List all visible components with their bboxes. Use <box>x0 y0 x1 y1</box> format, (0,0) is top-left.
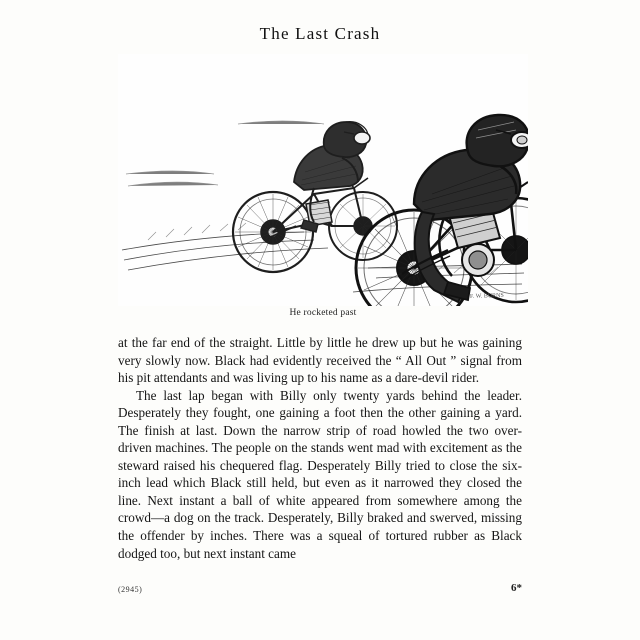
page-title: The Last Crash <box>259 24 381 43</box>
page-footer <box>118 582 522 594</box>
artist-signature-illustration: F. W. BURNS <box>469 292 504 300</box>
two-motorcycle-racers-illustration <box>118 54 528 306</box>
footer-signature-right: 6* <box>511 582 522 594</box>
paragraph-2: The last lap began with Billy only twenty yards behind the leader. Desperately they fought, one gaining a foot then the other gaining a yard. The finish at last. Down the narrow strip of road howled the two over-driven machines. The people on the stands went mad with excitement as the steward raised his chequered flag. Desperately Billy tried to close the six-inch lead which Black still held, but even as it narrowed they closed the line. Next instant a ball of white appeared from somewhere among the crowd—a dog on the track. Desperately, Billy braked and swerved, missing the offender by inches. There was a squeal of tortured rubber as Black dodged too, but next instant came <box>118 387 522 561</box>
paragraph-1: at the far end of the straight. Little by little he drew up but he was gaining very slowly now. Black had evidently received the “ All Out ” signal from his pit attendants and was living up to his name as a dare-devil rider. <box>118 335 522 386</box>
footer-signature-left: (2945) <box>118 585 143 594</box>
illustration-caption: He rocketed past <box>289 308 357 318</box>
illustration-container <box>118 54 528 318</box>
body-text <box>118 334 522 562</box>
